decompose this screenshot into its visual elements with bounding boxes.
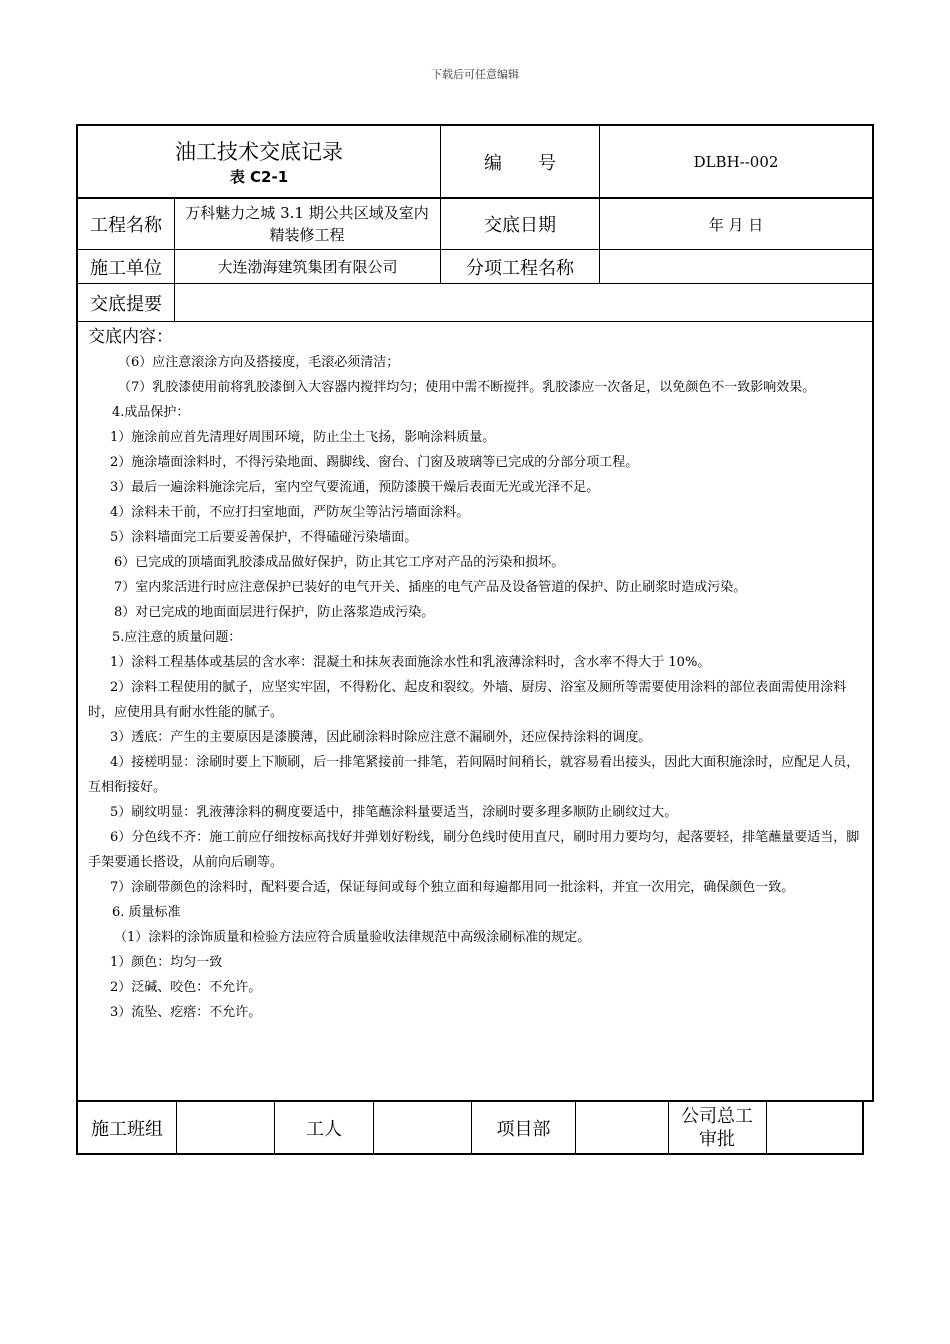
subitem-name-value <box>600 250 872 283</box>
form-title-cell <box>78 126 440 197</box>
content-line: 3）最后一遍涂料施涂完后，室内空气要流通，预防漆膜干燥后表面无光或光泽不足。 <box>110 480 600 495</box>
chief-engineer-approval-value <box>767 1102 862 1153</box>
project-name-label: 工程名称 <box>90 215 162 236</box>
content-line: （1）涂料的涂饰质量和检验方法应符合质量验收法律规范中高级涂刷标准的规定。 <box>114 930 591 945</box>
content-line: 3）流坠、疙瘩：不允许。 <box>110 1005 262 1020</box>
content-line: 5）刷纹明显：乳液薄涂料的稠度要适中，排笔蘸涂料量要适当，涂刷时要多理多顺防止刷纹过大。 <box>110 805 678 820</box>
content-line: 6. 质量标准 <box>112 905 181 920</box>
content-line: 2）泛碱、咬色：不允许。 <box>110 980 262 995</box>
content-line: 4）接槎明显：涂刷时要上下顺刷，后一排笔紧接前一排笔，若间隔时间稍长，就容易看出接头，因此大面积施涂时，应配足人员，互相衔接好。 <box>88 755 860 795</box>
construction-unit-value: 大连渤海建筑集团有限公司 <box>217 258 398 276</box>
disclosure-date-value: 年 月 日 <box>708 215 764 234</box>
page-header-note: 下载后可任意编辑 <box>431 68 519 81</box>
content-title: 交底内容： <box>88 327 173 347</box>
content-line: 2）涂料工程使用的腻子，应坚实牢固，不得粉化、起皮和裂纹。外墙、厨房、浴室及厕所等需要使用涂料的部位表面需使用涂料时，应使用具有耐水性能的腻子。 <box>88 680 847 720</box>
content-line: 6）已完成的顶墙面乳胶漆成品做好保护，防止其它工序对产品的污染和损坏。 <box>114 555 565 570</box>
disclosure-date-label: 交底日期 <box>484 215 556 236</box>
content-line: 6）分色线不齐：施工前应仔细按标高找好并弹划好粉线，刷分色线时使用直尺，刷时用力要均匀，起落要轻，排笔蘸量要适当，脚手架要通长搭设，从前向后刷等。 <box>88 830 860 870</box>
summary-label: 交底提要 <box>90 293 162 315</box>
content-line: 2）施涂墙面涂料时，不得污染地面、踢脚线、窗台、门窗及玻璃等已完成的分部分项工程。 <box>110 455 639 470</box>
form-subtitle: 表 C2-1 <box>229 168 289 186</box>
form-main-table <box>76 124 874 1102</box>
worker-value <box>374 1102 471 1153</box>
worker-label: 工人 <box>306 1118 342 1140</box>
content-line: 5）涂料墙面完工后要妥善保护，不得磕碰污染墙面。 <box>110 530 418 545</box>
content-line: 4）涂料未干前，不应打扫室地面，严防灰尘等沾污墙面涂料。 <box>110 505 470 520</box>
content-line: 1）颜色：均匀一致 <box>110 955 223 970</box>
project-dept-label: 项目部 <box>496 1118 551 1140</box>
subitem-name-label: 分项工程名称 <box>466 257 574 279</box>
team-label: 施工班组 <box>91 1118 163 1140</box>
content-line: 5.应注意的质量问题： <box>112 630 242 645</box>
content-line: 7）涂刷带颜色的涂料时，配料要合适，保证每间或每个独立面和每遍都用同一批涂料，并宜一次用完，确保颜色一致。 <box>110 880 795 895</box>
construction-unit-label: 施工单位 <box>90 257 162 279</box>
content-line: 1）涂料工程基体或基层的含水率：混凝土和抹灰表面施涂水性和乳液薄涂料时，含水率不得大于 10%。 <box>110 655 711 670</box>
project-dept-value <box>576 1102 668 1153</box>
signoff-row <box>76 1100 864 1155</box>
form-title: 油工技术交底记录 <box>175 140 343 164</box>
content-line: 3）透底：产生的主要原因是漆膜薄，因此刷涂料时除应注意不漏刷外，还应保持涂料的调度。 <box>110 730 652 745</box>
content-line: 1）施涂前应首先清理好周围环境，防止尘土飞扬，影响涂料质量。 <box>110 430 496 445</box>
content-line: 7）室内浆活进行时应注意保护已装好的电气开关、插座的电气产品及设备管道的保护、防止刷浆时造成污染。 <box>114 580 747 595</box>
project-name-value: 万科魅力之城 3.1 期公共区域及室内精装修工程 <box>185 204 429 244</box>
content-line: 8）对已完成的地面面层进行保护，防止落浆造成污染。 <box>114 605 435 620</box>
chief-engineer-approval-label: 公司总工审批 <box>681 1105 753 1150</box>
disclosure-form <box>76 124 874 1155</box>
content-line: （7）乳胶漆使用前将乳胶漆倒入大容器内搅拌均匀；使用中需不断搅拌。乳胶漆应一次备足，以免颜色不一致影响效果。 <box>118 380 816 395</box>
number-value: DLBH--002 <box>693 152 779 171</box>
content-line: （6）应注意滚涂方向及搭接度，毛滚必须清洁； <box>118 355 400 370</box>
content-line: 4.成品保护： <box>112 405 190 420</box>
summary-value <box>175 284 872 321</box>
number-label: 编 号 <box>484 152 556 174</box>
team-value <box>177 1102 274 1153</box>
disclosure-content <box>88 324 864 1025</box>
